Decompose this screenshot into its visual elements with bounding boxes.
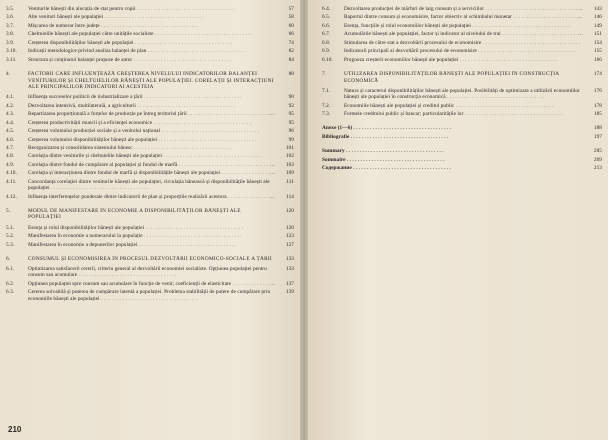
toc-entry (6, 233, 294, 239)
leader-dots: . . . . . . . . . . . . . . . . . . . . . . . . . . . . . . . . . . . . (463, 111, 563, 118)
toc-entry-number: 6.1. (6, 266, 15, 273)
toc-entry-page: 103 (285, 161, 294, 168)
toc-entry (322, 40, 602, 46)
toc-entry-title-text: Sommaire (322, 156, 346, 163)
toc-entry-title-text: Corelația dintre fondul de cumpărare al populației și fondul de marfă (28, 161, 178, 168)
toc-entry-page: 102 (285, 153, 294, 160)
book-gutter (300, 0, 308, 440)
toc-entry-title-text: Structura și conținutul balanței propuse de autor (28, 56, 133, 63)
toc-entry-title-text: Summary (322, 148, 345, 155)
leader-dots: . . . . . . . . . . . . . . . . . . . . . . . . . . . . . . . . . . . . (146, 48, 246, 55)
toc-entry-page: 58 (288, 14, 294, 21)
toc-entry (322, 6, 602, 12)
toc-entry-page: 137 (285, 280, 294, 287)
toc-entry-title-text: Veniturile bănești din alocația de stat pentru copii (28, 6, 136, 12)
toc-entry-number: 4.6. (6, 136, 15, 143)
toc-entry-page: 174 (593, 71, 602, 78)
leader-dots: . . . . . . . . . . . . . . . . . . . . . . . . . . . . . . . . . . . . (99, 295, 199, 302)
toc-entry-title (28, 31, 278, 37)
toc-entry (6, 137, 294, 143)
toc-entry-page: 88 (288, 71, 294, 78)
toc-entry (6, 153, 294, 159)
toc-entry-title (28, 120, 278, 126)
toc-entry-number: 6.2. (6, 280, 15, 287)
leader-dots: . . . . . . . . . . . . . . . . . . . . . . . . . . . . . . . . . . . . (142, 94, 242, 101)
toc-entry (6, 170, 294, 176)
toc-entry-title (344, 71, 586, 84)
toc-entry (6, 194, 294, 200)
toc-entry-title-text: Acumulările bănești ale populației, factor și indicator al nivelului de trai (344, 31, 501, 38)
toc-entry (322, 23, 602, 29)
toc-entry-title (28, 103, 278, 109)
toc-entry-number: 4.2. (6, 102, 15, 109)
toc-entry-page: 82 (288, 48, 294, 55)
toc-entry-title (28, 170, 278, 176)
leader-dots: . . . . . . . . . . . . . . . . . . . . . . . . . . . . . . . . . . . . (135, 6, 235, 12)
toc-entry-title-text: Esența și rolul disponibilităților bănești ale populației (28, 224, 145, 231)
toc-entry-page: 166 (593, 56, 602, 63)
toc-entry (6, 48, 294, 54)
leader-dots: . . . . . . . . . . . . . . . . . . . . . . . . . (513, 14, 581, 21)
toc-entry (6, 128, 294, 134)
toc-entry-page: 143 (593, 6, 602, 12)
leader-dots: . . . . . . . . . . . . . . . . . . . . . . . . . . . . . . . . . . . . (445, 94, 545, 101)
toc-entry (6, 162, 294, 168)
toc-entry-title-text: Manifestarea în economie a numerarului la populație (28, 233, 143, 240)
toc-entry-number: 6.3. (6, 289, 15, 296)
toc-entry-page: 114 (286, 193, 294, 200)
toc-backmatter (322, 157, 602, 163)
toc-entry-number: 6.10. (322, 56, 333, 63)
toc-entry-number: 4.8. (6, 153, 15, 160)
toc-entry-title-text: Creșterea volumului disponibilităților bănești ale populației (28, 136, 158, 143)
toc-entry-title-text: Concordanța corelației dintre veniturile bănești ale populației, circulația bănească și disponibilitățile bănești ale populației (28, 178, 270, 192)
toc-entry-page: 155 (593, 48, 602, 55)
toc-chapter (6, 71, 294, 90)
toc-entry-title-text: CONSUMUL ȘI ECONOMISIREA ÎN PROCESUL DEZVOLTĂRII ECONOMICO-SOCIALE A ȚĂRII (28, 255, 272, 262)
toc-chapter (6, 256, 294, 262)
toc-entry-number: 5.3. (6, 241, 15, 248)
toc-entry-number: 3.6. (6, 14, 15, 21)
toc-chapter (322, 71, 602, 84)
toc-entry-page: 57 (288, 6, 294, 12)
toc-entry-title-text: Anexe (1—6) (322, 125, 353, 132)
toc-entry-number: 3.10. (6, 48, 17, 55)
toc-entry-title (28, 208, 278, 221)
toc-entry-page: 109 (285, 170, 294, 177)
toc-entry-page: 127 (285, 241, 294, 248)
toc-entry-number: 3.9. (6, 39, 15, 46)
toc-entry-title (28, 179, 278, 192)
right-page (304, 0, 608, 440)
toc-entry-page: 101 (285, 145, 294, 151)
toc-entry-title (28, 153, 278, 159)
toc-entry-page: 60 (288, 22, 294, 29)
toc-entry-page: 176 (593, 87, 602, 94)
leader-dots: . . . . . . . . . . . . . . . . . . . . . . . . . . . . . . . . . . . . (344, 148, 444, 155)
toc-entry (6, 289, 294, 302)
toc-entry-page: 151 (593, 31, 602, 38)
toc-entry-title (28, 94, 278, 100)
leader-dots: . . . . . . . . . . . . . . . . . . . . . . . . . . . . . . . . . . . . (77, 272, 177, 279)
toc-entry-title-text: Indicatorii principali ai dezvoltării procesului de economisire (344, 48, 477, 55)
toc-entry-title-text: Cererea solvabilă și puterea de cumpărare latentă a populației. Problema stabilității de putere de cumpărare prin economiile bănești ale populației (28, 289, 271, 302)
leader-dots: . . . . . . . . . . . . . . . . . . . . . . . . . . . . . . . . . . . . (49, 185, 149, 192)
toc-entry (322, 14, 602, 20)
toc-entry-title (28, 194, 278, 200)
toc-entry-page: 120 (285, 208, 294, 215)
toc-entry-page: 95 (288, 111, 294, 118)
toc-entry (6, 145, 294, 151)
leader-dots: . . . . . . . . . . . . . . . . . . . . . . . . . . . . . . . . . . . (485, 6, 581, 12)
toc-entry-number: 6.6. (322, 22, 331, 29)
toc-entry-number: 6.9. (322, 48, 331, 55)
toc-entry (6, 103, 294, 109)
toc-entry-number: 4.9. (6, 161, 15, 168)
toc-entry-number: 3.11. (6, 56, 17, 63)
toc-entry (6, 111, 294, 117)
toc-entry-title (344, 40, 586, 46)
toc-entry-number: 6.4. (322, 6, 331, 12)
toc-entry-title-text: Содержание (322, 165, 352, 172)
toc-entry-title (28, 145, 278, 151)
toc-backmatter (322, 165, 602, 171)
toc-chapter (6, 208, 294, 221)
toc-entry-title (28, 233, 278, 239)
toc-entry-number: 3.5. (6, 6, 15, 12)
toc-entry-title-text: Cheltuielile bănești ale populației către unitățile socialiste (28, 31, 154, 38)
toc-entry-page: 149 (593, 22, 602, 29)
toc-entry-title (28, 128, 278, 134)
toc-entry-title-text: Esența, funcțiile și rolul economiilor bănești ale populației (344, 22, 471, 29)
toc-entry-number: 4.1. (6, 94, 15, 101)
toc-entry (6, 94, 294, 100)
leader-dots: . . . . . . . . . . . . . . . . . . . . . . . . . . . . . . . . . . . . (99, 22, 199, 29)
toc-entry-title-text: Repartizarea proporțională a forțelor de producție pe întreg teritoriul țării (28, 111, 187, 118)
toc-entry-number: 3.7. (6, 22, 15, 29)
leader-dots: . . . . . . . . . . . . . . . . . . . . . . . . . . . . . . . . . . . . (157, 136, 257, 143)
toc-entry-number: 4.7. (6, 145, 15, 151)
toc-entry (6, 225, 294, 231)
toc-entry-number: 6.7. (322, 31, 331, 38)
toc-entry-title (344, 88, 586, 101)
toc-entry (6, 179, 294, 192)
toc-entry-page: 74 (288, 39, 294, 46)
toc-entry-number: 4.11. (6, 178, 17, 185)
toc-entry-title-text: Influența succeselor politicii de industrializare a țării (28, 94, 143, 101)
toc-entry-page: 123 (285, 233, 294, 240)
toc-entry-number: 7.2. (322, 102, 331, 109)
toc-entry-title-text: Creșterea disponibilităților bănești ale populației (28, 39, 134, 46)
toc-entry-title (344, 23, 586, 29)
toc-entry-title-text: Prognoza creșterii economiilor bănești ale populației (344, 56, 459, 63)
toc-entry-title (28, 256, 278, 262)
toc-entry-page: 133 (285, 266, 294, 273)
leader-dots: . . . . . . . . . . . . . . . . . . . . . . . . . . . . . . . . . . . . (454, 102, 554, 109)
toc-entry-number: 6. (6, 255, 11, 262)
toc-entry-page: 96 (288, 128, 294, 135)
leader-dots: . . . . . . . . . . . . . . . . . . . . . . . . . . . . . . . . . . . . (162, 153, 262, 160)
leader-dots: . . . . . . . . . . . . . . . . . . . . . . . . . . . . . . . . . . . . (135, 102, 235, 109)
toc-entry-title-text: Raportul dintre consum și economisire, factor obiectiv al schimbului monetar (344, 14, 512, 21)
toc-entry (322, 88, 602, 101)
left-toc-list (6, 6, 294, 304)
leader-dots: . . . . . . . . . . . . . . . . . . . . . . . . . . . . . . . . . . . . (142, 233, 242, 240)
toc-entry-page: 154 (593, 39, 602, 46)
toc-entry-title-text: Bibliografie (322, 133, 350, 140)
toc-entry-number: 6.8. (322, 39, 331, 46)
toc-entry-number: 6.5. (322, 14, 331, 21)
toc-entry-title-text: MODUL DE MANIFESTARE ÎN ECONOMIE A DISPONIBILITĂȚILOR BĂNEȘTI ALE POPULAȚIEI (28, 208, 241, 221)
toc-entry-title (344, 57, 586, 63)
toc-entry (6, 266, 294, 279)
page-number: 210 (8, 425, 22, 434)
toc-entry-title-text: Corelația dintre veniturile și cheltuielile bănești ale populației (28, 153, 163, 160)
toc-entry (322, 48, 602, 54)
toc-entry (322, 103, 602, 109)
leader-dots: . . . . . . . . . . . . . . . . . . . . . . . . . . . . . . . . . . . . (133, 39, 233, 46)
leader-dots: . . . . . . . . . . . . . . . . . . . . . . . . . . . . . . . . . . . . (476, 48, 576, 55)
toc-entry-title (322, 165, 586, 171)
toc-entry-page: 111 (286, 178, 294, 185)
leader-dots: . . . . . . . . . . . . . . . . . . . . . . . . . . . . . . . . . . . . (470, 22, 570, 29)
toc-entry-title (28, 242, 278, 248)
toc-entry-page: 66 (288, 31, 294, 38)
leader-dots: . . . . . . . . . . . . . . . . . . . . . . . . . . . . . . . . . . . . (351, 165, 451, 172)
toc-entry-title (28, 137, 278, 143)
toc-entry-title-text: Corelația și interacțiunea dintre fondul de marfă și disponibilitățile bănești ale populației (28, 170, 221, 177)
toc-entry-title-text: UTILIZAREA DISPONIBILITĂȚILOR BĂNEȘTI ALE POPULAȚIEI ÎN CONSTRUCȚIA ECONOMICĂ (344, 71, 560, 84)
toc-entry-page: 90 (288, 94, 294, 101)
toc-entry-title (344, 31, 586, 37)
toc-entry-number: 4.12. (6, 193, 17, 200)
toc-entry-number: 4.3. (6, 111, 15, 118)
toc-entry-page: 188 (593, 125, 602, 132)
toc-entry-title-text: Creșterea volumului producției sociale și a venitului național (28, 128, 161, 135)
toc-entry-title (344, 48, 586, 54)
leader-dots: . . . . . . . . . . . . . . . . . . . . . . . . . . . . . . . . . . . . (481, 39, 581, 46)
toc-entry-page: 209 (593, 156, 602, 163)
right-toc-list (322, 6, 602, 174)
toc-entry-page: 139 (285, 289, 294, 296)
toc-entry-title (344, 14, 586, 20)
toc-entry-page: 99 (288, 136, 294, 143)
toc-entry-number: 5.1. (6, 224, 15, 231)
toc-entry-title (28, 225, 278, 231)
leader-dots: . . . . . . . . . . . . . . . . . . . . . . . . . . . . . . . . (188, 111, 275, 118)
leader-dots: . . . . . . . . . . . . . . . . . . . . . . . . . . . . . . . . . . . . (132, 145, 232, 151)
toc-entry-title (28, 40, 278, 46)
leader-dots: . . . . . . . . . . . . . . . . . . . . . . . . . . . . . . . . . . . . (144, 224, 244, 231)
toc-entry-number: 4.5. (6, 128, 15, 135)
toc-entry-number: 3.8. (6, 31, 15, 38)
toc-entry (6, 6, 294, 12)
toc-entry-page: 197 (593, 133, 602, 140)
toc-entry-number: 4.10. (6, 170, 17, 177)
toc-entry-number: 4.4. (6, 119, 15, 126)
toc-entry-title (28, 48, 278, 54)
toc-entry-title (322, 148, 586, 154)
toc-entry-page: 120 (285, 224, 294, 231)
toc-entry-title-text: Formele creditului public și bancar; particularitățile lor (344, 111, 464, 118)
toc-entry-title-text: Optimizarea satisfacerii cererii, criteriu general al dezvoltării economiei socialiste. Opțiunea populației pentru consum sau acumulare (28, 266, 267, 279)
toc-backmatter (322, 148, 602, 154)
toc-entry-number: 4. (6, 71, 11, 78)
toc-entry-title-text: Indicații metodologice privind analiza balanței de plan (28, 48, 147, 55)
toc-entry-number: 7. (322, 71, 327, 78)
toc-entry-title-text: Stimularea de către stat a dezvoltării procesului de economisire (344, 39, 482, 46)
toc-backmatter (322, 125, 602, 131)
toc-entry (6, 40, 294, 46)
leader-dots: . . . . . . . . . . . . . . . . . . . . . . . . . . . . . . . . . . . . (103, 14, 203, 21)
toc-entry-title-text: Dezvoltarea intensivă, multilaterală, a agriculturii (28, 102, 136, 109)
toc-entry (6, 242, 294, 248)
toc-entry-title (28, 281, 278, 287)
leader-dots: . . . . . . . . . . . . . . . . (232, 280, 275, 287)
leader-dots: . . . . . . . . . . . . . . . . . . . . . . . . . . . . . . . . . . . . (458, 56, 558, 63)
toc-entry-title-text: Economiile bănești ale populației și creditul public (344, 102, 455, 109)
toc-entry-title-text: Manifestarea în economie a depunerilor populației (28, 241, 138, 248)
leader-dots: . . . . . . . . . . . . . . . . . . . . . . . . . . . . . . . . . . . . (160, 128, 260, 135)
toc-entry-title-text: Opțiunea populației spre consum sau acumulare în funcție de venit; coeficienții de elasticitate (28, 280, 232, 287)
toc-entry-title (344, 103, 586, 109)
toc-entry-title-text: Dezvoltarea producției de mărfuri de larg consum și a serviciilor (344, 6, 485, 12)
toc-entry-title (28, 6, 278, 12)
toc-entry-title (28, 111, 278, 117)
toc-entry (6, 281, 294, 287)
leader-dots: . . . . . . . . . . . . . . . . . . . . . . . . . . . . . . . . . . . . (132, 56, 232, 63)
toc-entry (6, 120, 294, 126)
toc-entry-page: 213 (593, 165, 602, 172)
toc-entry-number: 7.3. (322, 111, 331, 118)
toc-entry-title (344, 111, 586, 117)
toc-entry (322, 57, 602, 63)
toc-entry-title (28, 266, 278, 279)
leader-dots: . . . . . . . . . . . . . . . . . . . . . . . . . . . . . . . . . . . . (137, 241, 237, 248)
toc-entry-title-text: Creșterea productivității muncii și a eficienței economice (28, 119, 153, 126)
toc-entry-title-text: Mișcarea de numerar între județe (28, 22, 100, 29)
toc-entry-page: 185 (593, 111, 602, 118)
toc-entry-title (28, 162, 278, 168)
toc-entry-number: 7.1. (322, 87, 331, 94)
toc-entry-page: 133 (285, 255, 294, 262)
toc-entry (322, 31, 602, 37)
toc-entry (6, 23, 294, 29)
toc-entry-page: 95 (288, 119, 294, 126)
toc-entry-page: 178 (593, 102, 602, 109)
toc-entry-title (322, 134, 586, 140)
leader-dots: . . . . . . . . . . . . . . . . . . . . . . . . . . . . . . . . . . . . (345, 156, 445, 163)
toc-entry-title-text: Reorganizarea și consolidarea sistemului bănesc (28, 145, 133, 151)
toc-entry-page: 146 (593, 14, 602, 21)
toc-entry (322, 111, 602, 117)
toc-entry-number: 5.2. (6, 233, 15, 240)
toc-entry-title-text: Natura și caracterul disponibilităților bănești ale populației. Posibilități de optimizare a utilizării economiilor bănești ale populației în construcția economică (344, 87, 580, 101)
toc-entry-page: 205 (593, 148, 602, 155)
toc-entry-title (322, 157, 586, 163)
toc-entry (6, 57, 294, 63)
toc-entry-title (28, 23, 278, 29)
leader-dots: . . . . . . . . . . . . . . . . . . . . . . . . . . . . . . . . . . . . (352, 125, 452, 132)
leader-dots: . . . . . . . . . . . . . . . . . . . . . . . . . . . . . (501, 31, 581, 38)
leader-dots: . . . . . . . . . . . . . . . . . . . . . . . . . . . . . . . . . . . . (349, 133, 449, 140)
toc-entry-title-text: Influența interferențelor ponderale dintre indicatorii de plan și proporțiile realizării acestora (28, 193, 227, 200)
toc-entry-title (28, 289, 278, 302)
leader-dots: . . . . . . . . . . . . . . . . . . . (221, 170, 273, 177)
toc-entry-title-text: FACTORII CARE INFLUENȚEAZĂ CREȘTEREA NIVELULUI INDICATORILOR BALANȚEI VENITURILOR ȘI CHELTUIELILOR BĂNEȘTI ALE POPULAȚIEI. CORELAȚII ȘI INTERACȚIUNI ALE PRINCIPALILOR INDICATORI AI ACESTEIA (28, 71, 274, 90)
leader-dots: . . . . . . . . . . . . . . . . . . . . . . . . . . . . . . . . . . . . (153, 31, 253, 38)
toc-entry-page: 92 (288, 102, 294, 109)
toc-entry-number: 5. (6, 208, 11, 215)
leader-dots: . . . . . . . . . . . . . . . . . . . . . . . . . . . . . . . . . . . . (152, 119, 252, 126)
toc-entry-title-text: Alte venituri bănești ale populației (28, 14, 104, 21)
toc-entry-title (28, 14, 278, 20)
toc-entry-title (28, 71, 278, 90)
toc-entry-title (322, 125, 586, 131)
toc-entry (6, 14, 294, 20)
toc-backmatter (322, 134, 602, 140)
toc-entry-title (344, 6, 586, 12)
leader-dots: . . . . . . . . . . . . . . . . . . . . . . . . . . . . . . . . . . . (178, 161, 274, 168)
leader-dots: . . . . . . . . . . . . . . . . . (228, 193, 274, 200)
toc-entry-title (28, 57, 278, 63)
toc-entry (6, 31, 294, 37)
toc-entry-page: 84 (288, 56, 294, 63)
